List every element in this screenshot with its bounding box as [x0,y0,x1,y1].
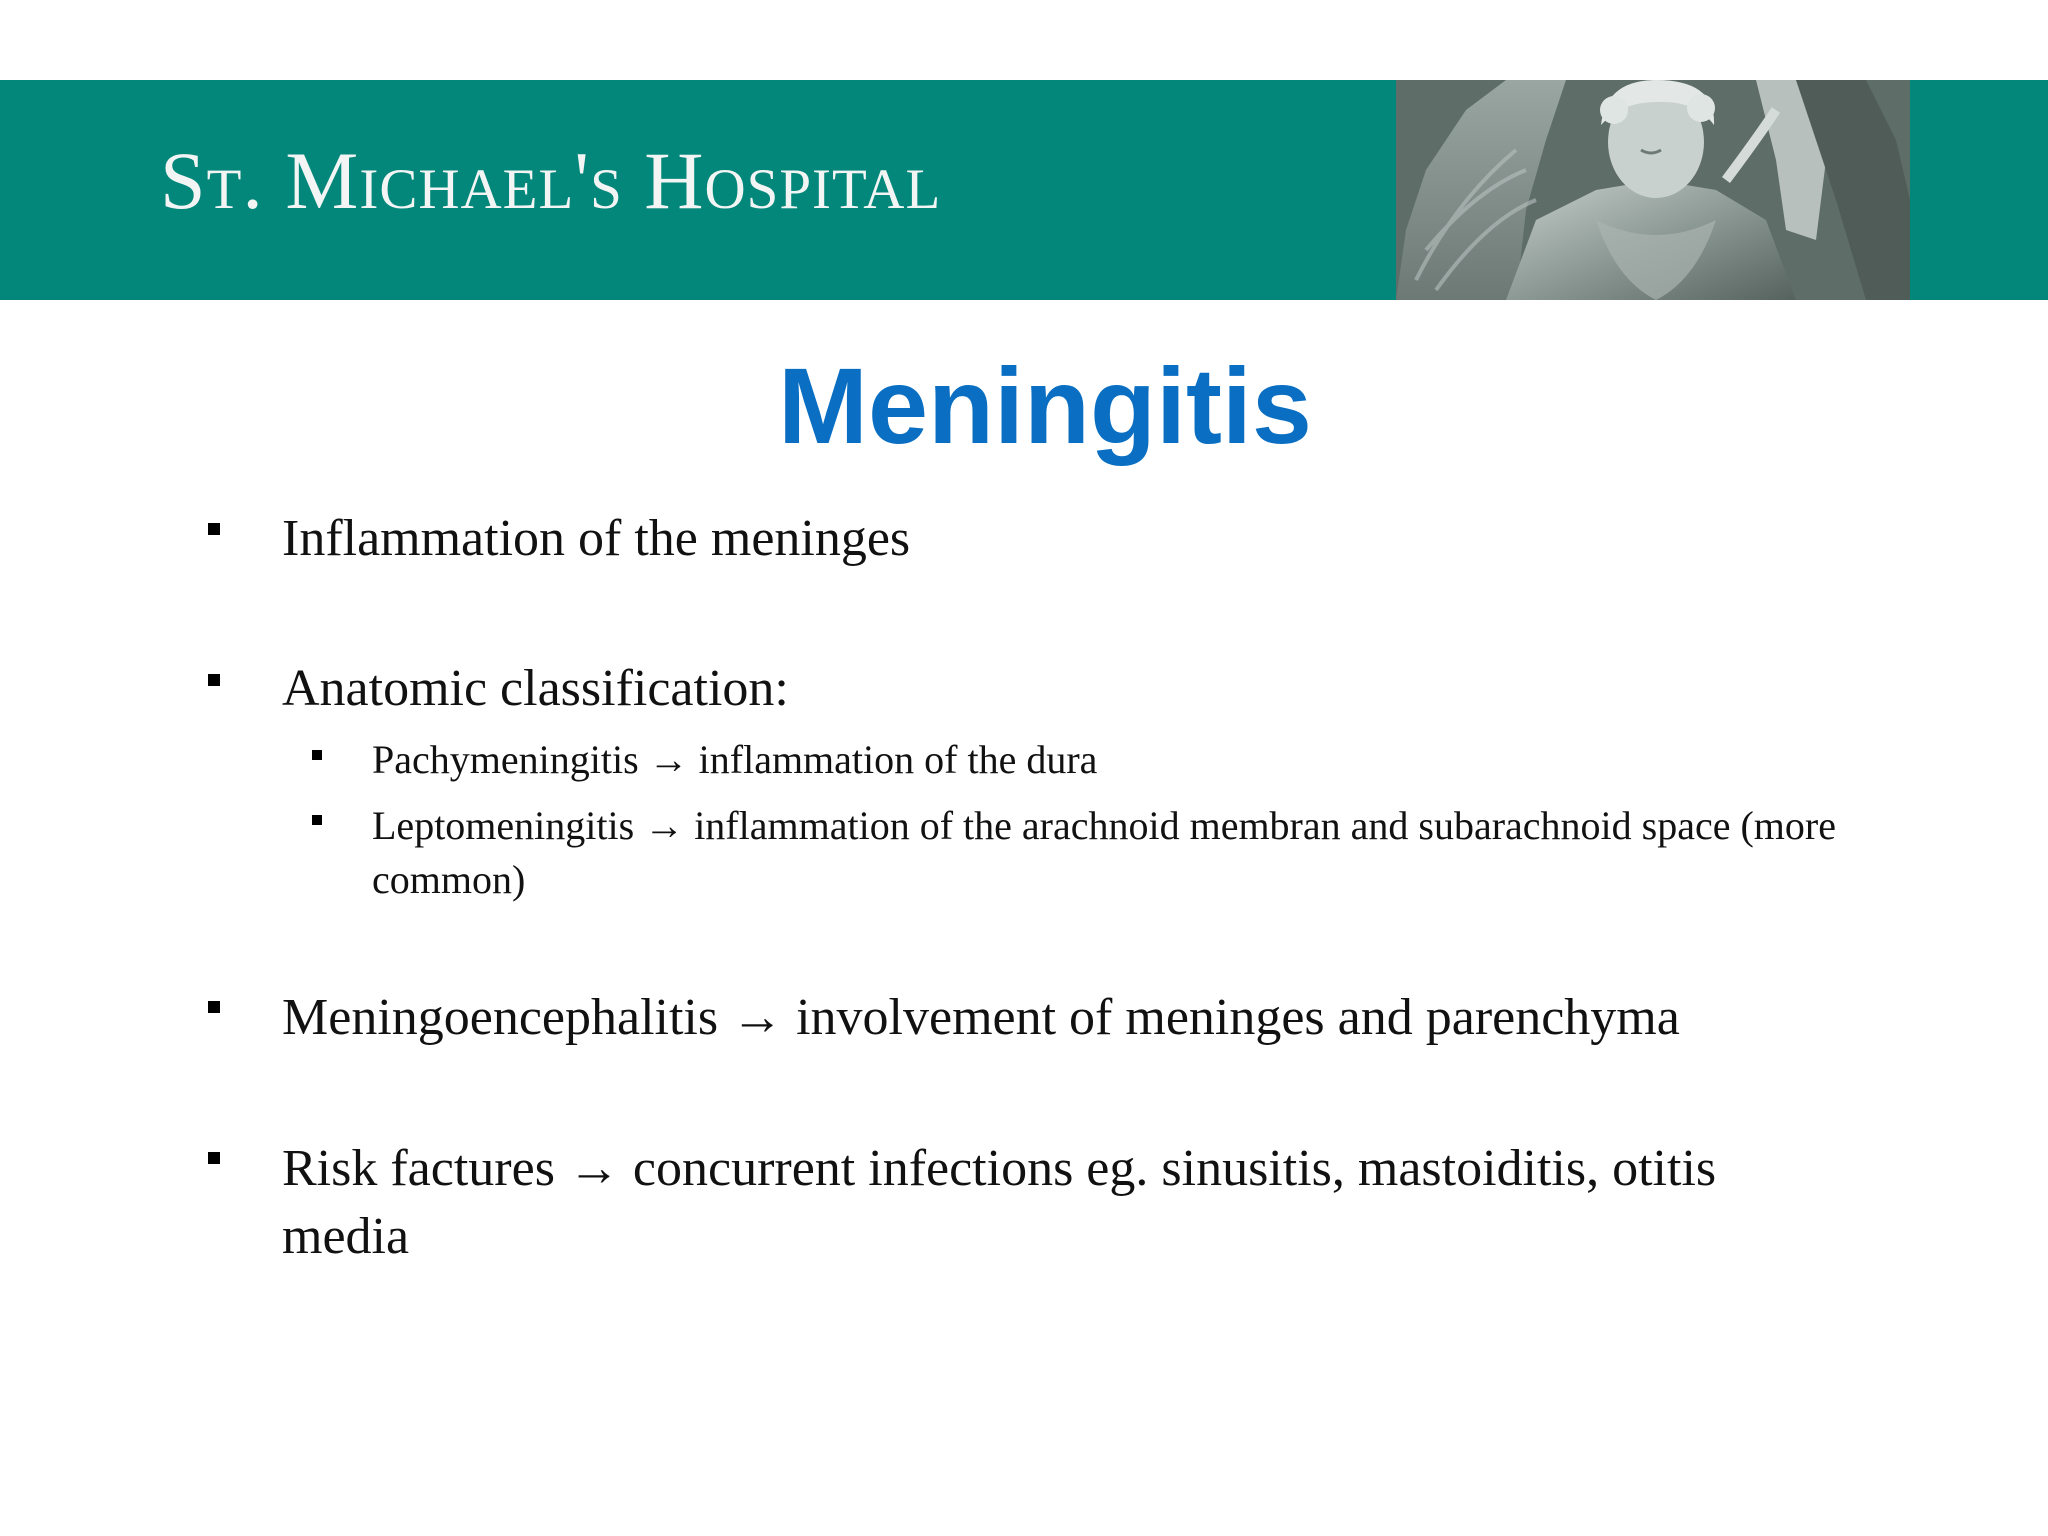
bullet-text: Anatomic classification: [282,660,789,717]
bullet-marker [208,1152,220,1164]
bullet-marker [208,674,220,686]
sub-bullet-marker [312,750,322,760]
sub-bullet-marker [312,815,322,825]
sub-bullet-text: Pachymeningitis → inflammation of the dura [372,737,1098,782]
bullet-text: Meningoencephalitis → involvement of meninges and parenchyma [282,989,1680,1046]
sub-bullet-text: Leptomeningitis → inflammation of the arachnoid membran and subarachnoid space (more common) [372,803,1836,902]
bullet-marker [208,1001,220,1013]
bullet-marker [208,523,220,535]
slide-title: Meningitis [778,345,1312,466]
angel-statue-icon [1396,80,1910,300]
bullet-text: Risk factures → concurrent infections eg. sinusitis, mastoiditis, otitis media [282,1140,1717,1265]
bullet-text: Inflammation of the meninges [282,510,911,567]
hospital-name: St. Michael's Hospital [160,135,942,226]
